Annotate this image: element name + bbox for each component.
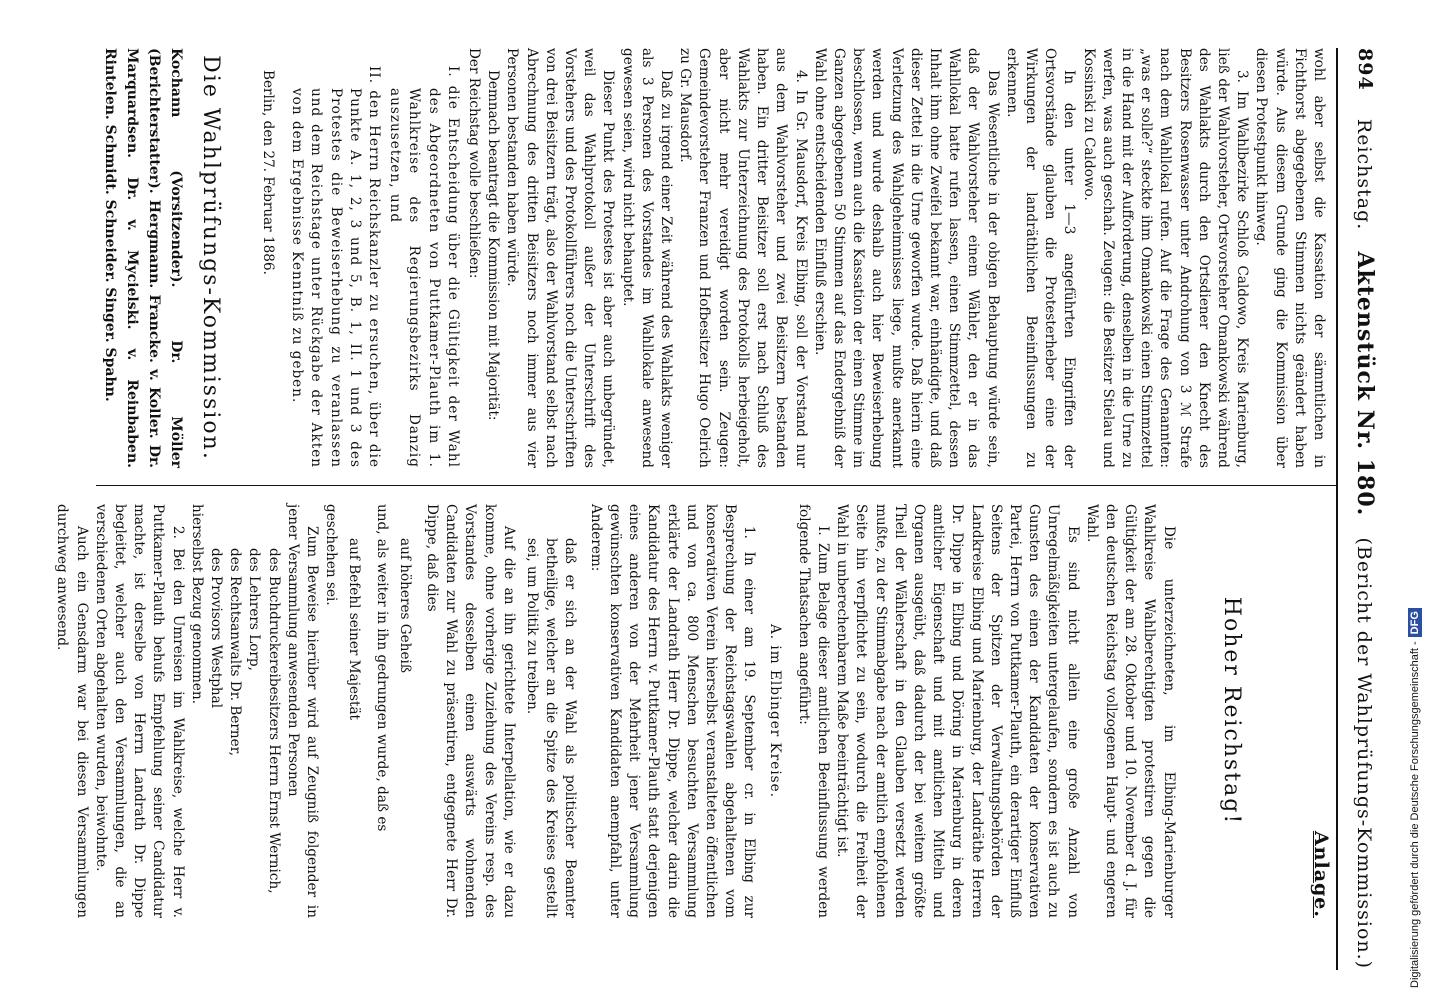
paragraph: 4. In Gr. Mausdorf, Kreis Elbing, soll der Vorstand nur aus dem Wahlvorsteher und zwei Beisitzern bestanden haben. Ein dritter Beisitzer soll erst nach Schluß des Wahlakts zur Unterzeichnung des Protokolls herbeigeholt, aber nicht mehr vereidigt worden sein. Zeugen: Gemeindevorsteher Franzen und Hofbesitzer Hugo Oelrich zu Gr. Mausdorf. xyxy=(677,48,809,468)
quote: auf Befehl seiner Majestät xyxy=(346,538,363,721)
paragraph: Dieser Punkt des Protestes ist aber auch unbegründet, weil das Wahlprotokoll außer der Unterschrift des Vorstehers und des Protokollführers noch die Unterschriften von drei Beisitzern trägt, also der Wahlvorstand selbst nach Abrechnung des dritten Beisitzers noch immer aus vier Personen bestanden haben würde. xyxy=(504,48,617,468)
paragraph: Auch ein Gensdarm war bei diesen Versammlungen durchweg anwesend. xyxy=(54,504,90,918)
paragraph: 2. Bei den Umreisen im Wahlkreise, welche Herr v. Puttkamer-Plauth behufs Empfehlung seiner Candidatur machte, ist derselbe von Herrn Landrath Dr. Dippe begleitet, welcher auch den Versammlungen, die an verschiedenen Orten abgehalten wurden, beiwohnte. xyxy=(92,504,186,918)
header-left: Reichstag. xyxy=(1353,118,1375,231)
paragraph: und, als weiter in ihn gedrungen wurde, daß es xyxy=(373,504,390,832)
paragraph: Demnach beantragt die Kommission mit Majorität: xyxy=(485,70,502,421)
section-heading: A. im Elbinger Kreise. xyxy=(766,623,783,799)
header-title xyxy=(1337,118,1392,970)
witness-name: des Buchdruckereibesitzers Herrn Ernst Wernich, xyxy=(265,548,282,894)
motion-item: II. den Herrn Reichskanzler zu ersuchen, über die Punkte A. 1, 2, 3 und 5, B. 1, II. 1 und 3 des Protestes die Beweiserhebung zu veranlassen und dem Reichstage unter Rückgabe der Akten von dem Ergebnisse Kenntniß zu geben. xyxy=(289,66,383,468)
paragraph: Es sind nicht allein eine große Anzahl von Unregelmäßigkeiten untergelaufen, sondern es ist auch zu Gunsten des einen der Kandidaten der konservativen Partei, Herrn von Puttkamer-Plauth, ein derartiger Einfluß Seitens der Spitzen der Verwaltungsbehörden der Landkreise Elbing und Marienburg, der Landräthe Herren Dr. Dippe in Elbing und Döring in Marienburg in deren amtlicher Eigenschaft und mit amtlichen Mitteln und Organen ausgeübt, daß dadurch der bei weitem größte Theil der Wählerschaft in den Glauben versetzt werden mußte, zu der Stimmabgabe nach der amtlich empfohlenen Seite hin verpflichtet zu sein, wodurch die Freiheit der Wahl in unberechenbarem Maße beeinträchtigt ist. xyxy=(834,504,1081,918)
paragraph: Die unterzeichneten, im Elbing-Marienburger Wahlkreise Wahlberechtigten protestiren gegen die Gültigkeit der am 28. Oktober und 10. November d. J. für den deutschen Reichstag vollzogenen Haupt- und engeren Wahl. xyxy=(1083,504,1177,918)
motion-item: I. die Entscheidung über die Gültigkeit der Wahl des Abgeordneten von Puttkamer-Plauth im 1. Wahlkreise des Regierungsbezirks Danzig auszusetzen, und xyxy=(387,66,461,468)
commission-members: Kochann (Vorsitzender). Dr. Möller (Berichterstatter). Hergmann. Francke. v. Koller. Dr. Marquardsen. Dr. v. Mycielski. v. Reinbaben. Rintelen. Schmidt. Schneider. Singer. Spahn. xyxy=(101,48,184,468)
witness-list xyxy=(206,504,283,918)
date-line: Berlin, den 27. Februar 1886. xyxy=(260,70,277,275)
witness-name: des Provisors Westphal xyxy=(208,548,225,709)
witness-name: des Lehrers Lorp, xyxy=(246,548,263,671)
paragraph: Auf die an ihn gerichtete Interpellation, wie er dazu komme, ohne vorherige Zuziehung des Vereins resp. des Vorstandes desselben einen auswärts wohnenden Candidaten zur Wahl zu präsentiren, entgegnete Herr Dr. Dippe, daß dies xyxy=(424,504,517,918)
paragraph: Daß zu irgend einer Zeit während des Wahlakts weniger als 3 Personen des Vorstandes im Wahllokale anwesend gewesen seien, wird nicht behauptet. xyxy=(619,48,675,468)
commission-title: Die Wahlprüfungs-Kommission. xyxy=(197,55,223,461)
paragraph: Zum Beweise hierüber wird auf Zeugniß folgender in jener Versammlung anwesenden Personen xyxy=(284,504,321,918)
paragraph: hierselbst Bezug genommen. xyxy=(188,504,205,705)
page-header xyxy=(1336,48,1392,970)
paragraph: 1. In einer am 19. September cr. in Elbing zur Besprechung der Reichstagswahlen abgehaltenen vom konservativen Verein hierselbst veranstalteten öffentlichen und von ca. 800 Menschen besuchten Versammlung erklärte der Landrath Herr Dr. Dippe, welcher darin die Kandidatur des Herrn v. Puttkamer-Plauth statt derjenigen eines anderen von der Mehrheit jener Versammlung gewünschten konservativen Kandidaten anempfahl, unter Anderem: xyxy=(587,504,758,918)
paragraph: In den unter 1—3 angeführten Eingriffen der Ortsvorstände glauben die Protesterheber eine der Wirkungen der landräthlichen Beeinflussungen zu erkennen. xyxy=(1003,48,1078,468)
paragraph: 3. Im Wahlbezirke Schloß Caldowo, Kreis Marienburg, ließ der Wahlvorsteher, Ortsvorsteher Omankowski während des Wahlakts durch den Ortsdiener den Knecht des Besitzers Rosenwasser unter Androhung von 3 ℳ Strafe nach dem Wahllokal rufen. Auf die Frage des Genannten: „was er solle?“ steckte ihm Omankowski einen Stimmzettel in die Hand mit der Aufforderung, denselben in die Urne zu werfen, was auch geschah. Zeugen: die Besitzer Stielau und Kossinski zu Caldowo. xyxy=(1080,48,1251,468)
witness-name: des Rechtsanwalts Dr. Berner, xyxy=(227,548,244,757)
two-column-body xyxy=(54,48,1336,970)
right-column xyxy=(52,504,1332,918)
quote: daß er sich an der Wahl als politischer Beamter betheilige, welcher an die Spitze des Kreises gestellt sei, um Politik zu treiben. xyxy=(524,538,579,918)
petition-title: Hoher Reichstag! xyxy=(1218,596,1244,826)
page-number: 894 xyxy=(1354,48,1376,91)
paragraph: wohl aber selbst die Kassation der sämmtlichen in Fichthorst abgegebenen Stimmen nichts geändert haben würde. Aus diesem Grunde ging die Kommission über diesen Protestpunkt hinweg. xyxy=(1253,48,1327,468)
header-right: (Bericht der Wahlprüfungs-Kommission.) xyxy=(1353,537,1375,970)
digitization-text: Digitalisierung gefördert durch die Deutsche Forschungsgemeinschaft - xyxy=(1409,641,1421,988)
left-column xyxy=(99,48,1328,468)
paragraph: geschehen sei. xyxy=(323,504,340,606)
dfg-logo: DFG xyxy=(1408,608,1422,637)
header-aktenstueck: Aktenstück Nr. 180. xyxy=(1352,251,1378,517)
quote: auf höheres Geheiß xyxy=(396,538,413,673)
paragraph: I. Zum Belage dieser amtlichen Beeinflussung werden folgende Thatsachen angeführt: xyxy=(795,504,831,918)
paragraph: Der Reichstag wolle beschließen: xyxy=(466,48,483,279)
digitization-note xyxy=(1404,0,1426,1000)
anlage-heading: Anlage. xyxy=(1310,830,1332,918)
column-divider xyxy=(96,485,1336,486)
paragraph: Das Wesentliche in der obigen Behauptung würde sein, daß der Wahlvorsteher einem Wähler, den er in das Wahllokal hatte rufen lassen, einen Stimmzettel, dessen Inhalt ihm ohne Zweifel bekannt war, einhändigte, und daß dieser Zettel in die Urne geworfen wurde. Daß hierin eine Verletzung des Wahlgeheimnisses liege, mußte anerkannt werden und wurde deshalb auch hier Beweiserhebung beschlossen, wenn auch die Kassation der einen Stimme im Ganzen abgegebenen 50 Stimmen auf das Endergebniß der Wahl ohne entscheidenden Einfluß erschien. xyxy=(811,48,1001,468)
